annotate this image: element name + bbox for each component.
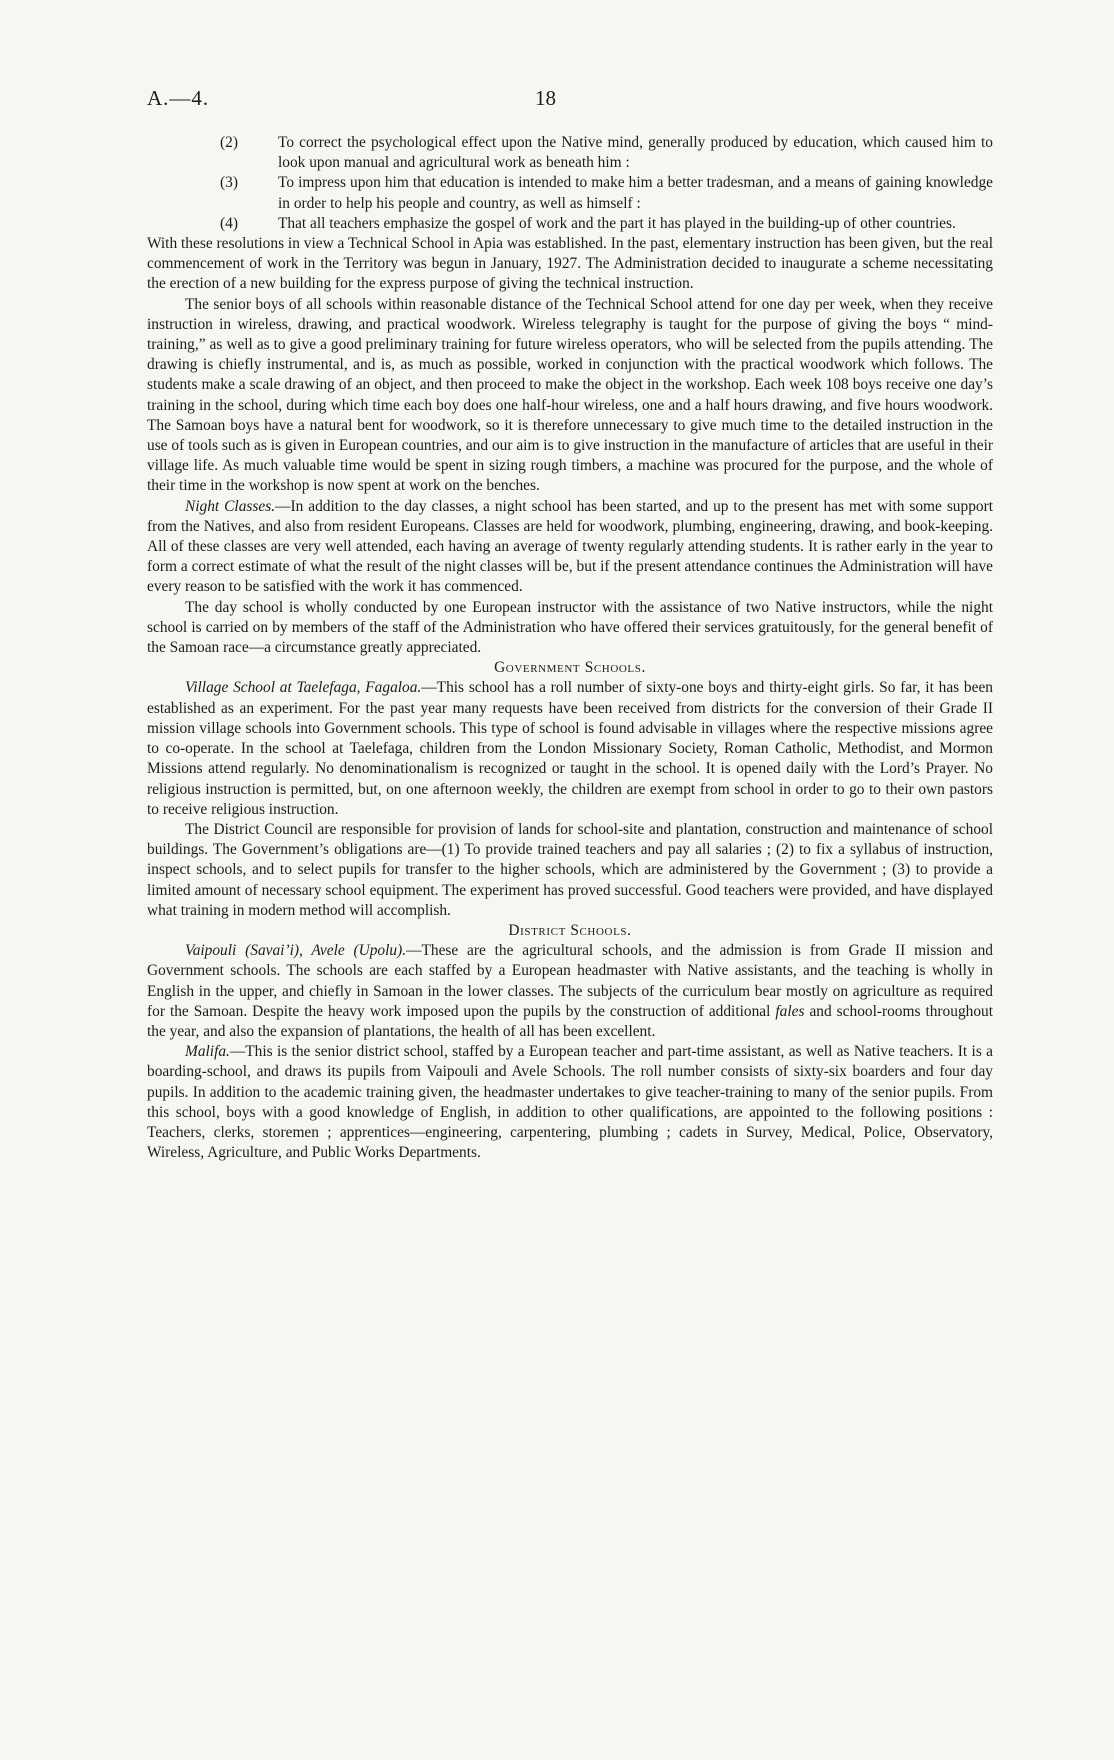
run-in-heading: Night Classes. bbox=[185, 497, 276, 515]
list-item bbox=[147, 214, 993, 234]
section-heading-district-schools: District Schools. bbox=[508, 921, 632, 939]
page-reference: A.—4. bbox=[147, 86, 210, 110]
paragraph-night-classes bbox=[147, 497, 993, 598]
paragraph-text: —This is the senior district school, staffed by a European teacher and part-time assistant, as well as Native teachers. It is a boarding-school, and draws its pupils from Vaipouli and Avele Schools. The roll number consists of sixty-six boarders and four day pupils. In addition to the academic training given, the headmaster undertakes to give teacher-training to many of the senior pupils. From this school, boys with a good knowledge of English, in addition to other qualifications, are appointed to the following positions : Teachers, clerks, storemen ; apprentices—engineering, carpentering, plumbing ; cadets in Survey, Medical, Police, Observatory, Wireless, Agriculture, and Public Works Departments. bbox=[147, 1043, 993, 1162]
paragraph-text: and school-rooms throughout the year, and also the expansion of plantations, the health of all has been excellent. bbox=[147, 1002, 994, 1040]
page-number: 18 bbox=[535, 86, 556, 110]
list-item-text: That all teachers emphasize the gospel of work and the part it has played in the building-up of other countries. bbox=[278, 214, 956, 232]
paragraph-resolutions: With these resolutions in view a Technical School in Apia was established. In the past, elementary instruction has been given, but the real commencement of work in the Territory was begun in January, 1927. The Administration decided to inaugurate a scheme necessitating the erection of a new building for the express purpose of giving the technical instruction. bbox=[147, 235, 993, 293]
list-item-number: (3) bbox=[220, 174, 238, 192]
list-item-number: (4) bbox=[220, 214, 238, 232]
section-heading-government-schools: Government Schools. bbox=[494, 659, 646, 677]
run-in-heading: Malifa. bbox=[185, 1043, 230, 1061]
paragraph-day-school: The day school is wholly conducted by one European instructor with the assistance of two Native instructors, while the night school is carried on by members of the staff of the Administration who have offered their services gratuitously, for the general benefit of the Samoan race—a circumstance greatly appreciated. bbox=[147, 598, 993, 657]
list-item bbox=[147, 173, 993, 213]
paragraph-technical-school: The senior boys of all schools within reasonable distance of the Technical School attend for one day per week, when they receive instruction in wireless, drawing, and practical woodwork. Wireless telegraphy is taught for the purpose of giving the boys “ mind-training,” as well as to give a good preliminary training for future wireless operators, who will be selected from the pupils attending. The drawing is chiefly instrumental, and is, as much as possible, worked in conjunction with the practical woodwork which follows. The students make a scale drawing of an object, and then proceed to make the object in the workshop. Each week 108 boys receive one day’s training in the school, during which time each boy does one half-hour wireless, one and a half hours drawing, and five hours woodwork. The Samoan boys have a natural bent for woodwork, so it is therefore unnecessary to give much time to the detailed instruction in the use of tools such as is given in European countries, and our aim is to give instruction in the manufacture of articles that are useful in their village life. As much valuable time would be spent in sizing rough timbers, a machine was procured for the purpose, and the whole of their time in the workshop is now spent at work on the benches. bbox=[147, 295, 993, 495]
page-body bbox=[147, 133, 993, 1163]
list-item-text: To impress upon him that education is intended to make him a better tradesman, and a means of gaining knowledge in order to help his people and country, as well as himself : bbox=[278, 174, 993, 212]
paragraph-text: —This school has a roll number of sixty-one boys and thirty-eight girls. So far, it has been established as an experiment. For the past year many requests have been received from districts for the conversion of their Grade II mission village schools into Government schools. This type of school is found advisable in villages where the respective missions agree to co-operate. In the school at Taelefaga, children from the London Missionary Society, Roman Catholic, Methodist, and Mormon Missions attend regularly. No denominationalism is recognized or taught in the school. It is opened daily with the Lord’s Prayer. No religious instruction is permitted, but, on one afternoon weekly, the children are exempt from school in order to go to their own pastors to receive religious instruction. bbox=[147, 679, 993, 818]
paragraph-district-council: The District Council are responsible for provision of lands for school-site and plantation, construction and maintenance of school buildings. The Government’s obligations are—(1) To provide trained teachers and pay all salaries ; (2) to fix a syllabus of instruction, inspect schools, and to select pupils for transfer to the higher schools, which are administered by the Government ; (3) to provide a limited amount of necessary school equipment. The experiment has proved successful. Good teachers were provided, and have displayed what training in modern method will accomplish. bbox=[147, 820, 993, 919]
paragraph-text: —In addition to the day classes, a night school has been started, and up to the present has met with some support from the Natives, and also from resident Europeans. Classes are held for woodwork, plumbing, engineering, drawing, and book-keeping. All of these classes are very well attended, each having an average of twenty regularly attending students. It is rather early in the year to form a correct estimate of what the result of the night classes will be, but if the present attendance continues the Administration will have every reason to be satisfied with the work it has commenced. bbox=[147, 497, 993, 596]
page-header bbox=[147, 86, 997, 110]
list-item-text: To correct the psychological effect upon the Native mind, generally produced by education, which caused him to look upon manual and agricultural work as beneath him : bbox=[278, 134, 993, 172]
paragraph-malifa bbox=[147, 1042, 993, 1163]
paragraph-village-school bbox=[147, 678, 993, 819]
list-item-number: (2) bbox=[220, 134, 238, 151]
run-in-heading: Village School at Taelefaga, Fagaloa. bbox=[185, 679, 422, 697]
list-item bbox=[147, 133, 993, 173]
italic-term: fales bbox=[775, 1002, 805, 1020]
paragraph-text: —These are the agricultural schools, and the admission is from Grade II mission and Government schools. The schools are each staffed by a European headmaster with Native assistants, and the teaching is wholly in English in the upper, and chiefly in Samoan in the lower classes. The subjects of the curriculum bear mostly on agriculture as required for the Samoan. Despite the heavy work imposed upon the pupils by the construction of additional bbox=[147, 942, 993, 1020]
paragraph-agricultural-schools bbox=[147, 941, 993, 1042]
run-in-heading: Vaipouli (Savai’i), Avele (Upolu). bbox=[185, 942, 407, 960]
